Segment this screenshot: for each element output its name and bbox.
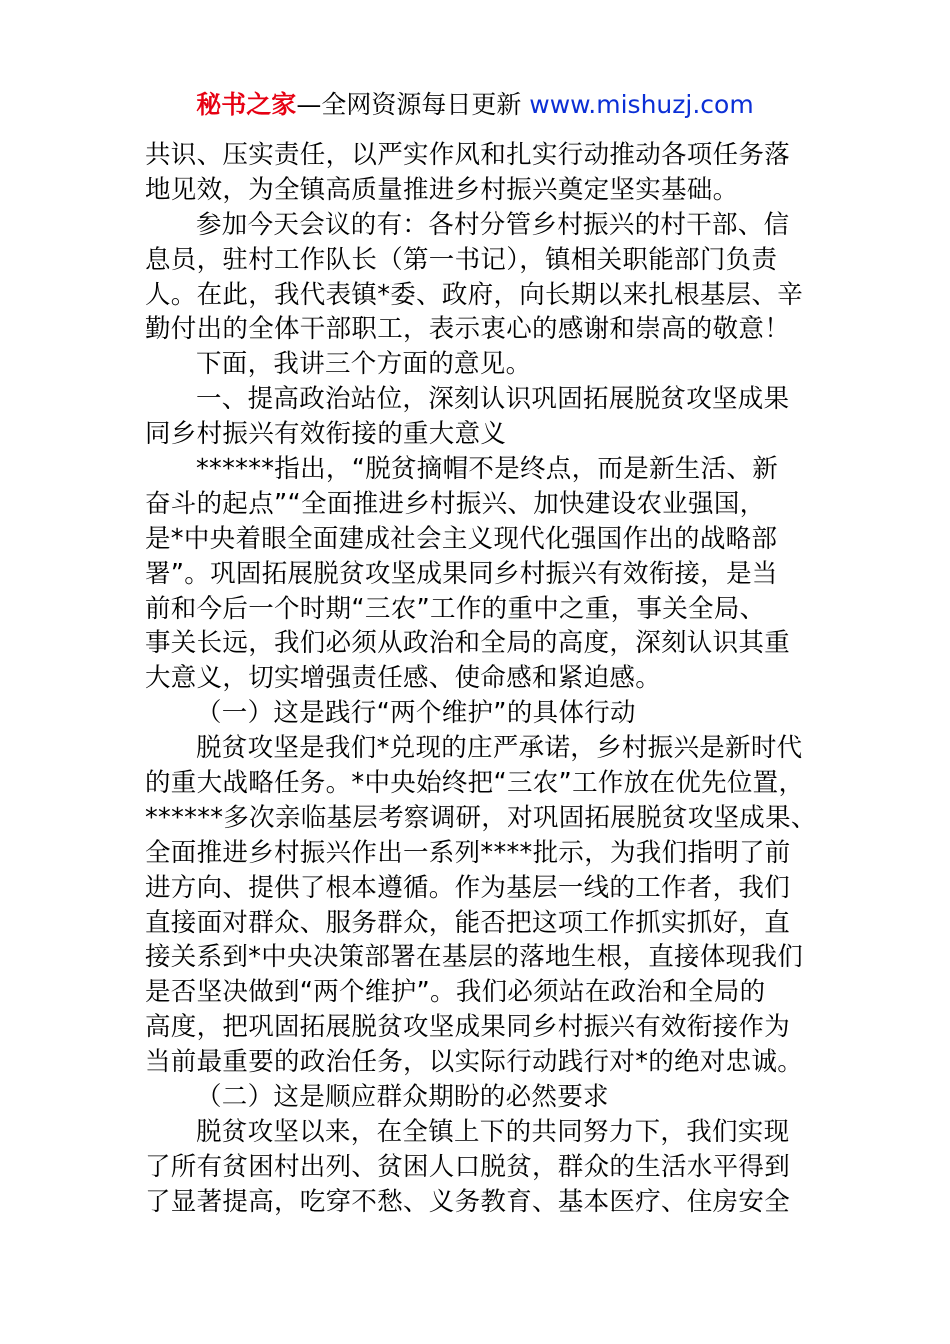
text-line: 的重大战略任务。*中央始终把“三农”工作放在优先位置， [145, 768, 805, 799]
text-line: 全面推进乡村振兴作出一系列****批示，为我们指明了前 [145, 837, 791, 868]
text-line: 署”。巩固拓展脱贫攻坚成果同乡村振兴有效衔接，是当 [145, 558, 778, 589]
text-line: （二）这是顺应群众期盼的必然要求 [196, 1082, 609, 1113]
text-line: 地见效，为全镇高质量推进乡村振兴奠定坚实基础。 [145, 174, 739, 205]
text-line: 事关长远，我们必须从政治和全局的高度，深刻认识其重 [145, 628, 791, 659]
text-line: 参加今天会议的有：各村分管乡村振兴的村干部、信 [196, 209, 790, 240]
text-line: 大意义，切实增强责任感、使命感和紧迫感。 [145, 663, 662, 694]
text-line: 了显著提高，吃穿不愁、义务教育、基本医疗、住房安全 [145, 1186, 791, 1217]
site-url-link[interactable]: www.mishuzj.com [529, 90, 754, 119]
text-line: ******指出，“脱贫摘帽不是终点，而是新生活、新 [196, 454, 779, 485]
text-line: 是否坚决做到“两个维护”。我们必须站在政治和全局的 [145, 977, 766, 1008]
text-line: 勤付出的全体干部职工，表示衷心的感谢和崇高的敬意！ [145, 314, 791, 345]
text-line: 前和今后一个时期“三农”工作的重中之重，事关全局、 [145, 593, 766, 624]
text-line: 进方向、提供了根本遵循。作为基层一线的工作者，我们 [145, 872, 791, 903]
text-line: 当前最重要的政治任务，以实际行动践行对*的绝对忠诚。 [145, 1047, 804, 1078]
text-line: 高度，把巩固拓展脱贫攻坚成果同乡村振兴有效衔接作为 [145, 1012, 791, 1043]
text-line: 脱贫攻坚是我们*兑现的庄严承诺，乡村振兴是新时代 [196, 733, 803, 764]
site-header [0, 88, 950, 122]
site-tagline: —全网资源每日更新 [296, 90, 530, 119]
text-line: 人。在此，我代表镇*委、政府，向长期以来扎根基层、辛 [145, 279, 804, 310]
text-line: 脱贫攻坚以来，在全镇上下的共同努力下，我们实现 [196, 1116, 790, 1147]
text-line: 下面，我讲三个方面的意见。 [196, 349, 532, 380]
text-line: （一）这是践行“两个维护”的具体行动 [196, 698, 636, 729]
document-body [145, 138, 825, 1220]
text-line: 了所有贫困村出列、贫困人口脱贫，群众的生活水平得到 [145, 1151, 791, 1182]
text-line: 共识、压实责任，以严实作风和扎实行动推动各项任务落 [145, 140, 791, 170]
text-line: 同乡村振兴有效衔接的重大意义 [145, 419, 507, 450]
text-line: 息员，驻村工作队长（第一书记），镇相关职能部门负责 [145, 244, 778, 275]
site-brand: 秘书之家 [196, 90, 297, 119]
text-line: 接关系到*中央决策部署在基层的落地生根，直接体现我们 [145, 942, 804, 973]
text-line: 直接面对群众、服务群众，能否把这项工作抓实抓好，直 [145, 907, 791, 938]
text-line: ******多次亲临基层考察调研，对巩固拓展脱贫攻坚成果、 [145, 802, 817, 833]
text-line: 奋斗的起点”“全面推进乡村振兴、加快建设农业强国， [145, 488, 766, 519]
text-line: 一、提高政治站位，深刻认识巩固拓展脱贫攻坚成果 [196, 384, 790, 415]
text-line: 是*中央着眼全面建成社会主义现代化强国作出的战略部 [145, 523, 778, 554]
